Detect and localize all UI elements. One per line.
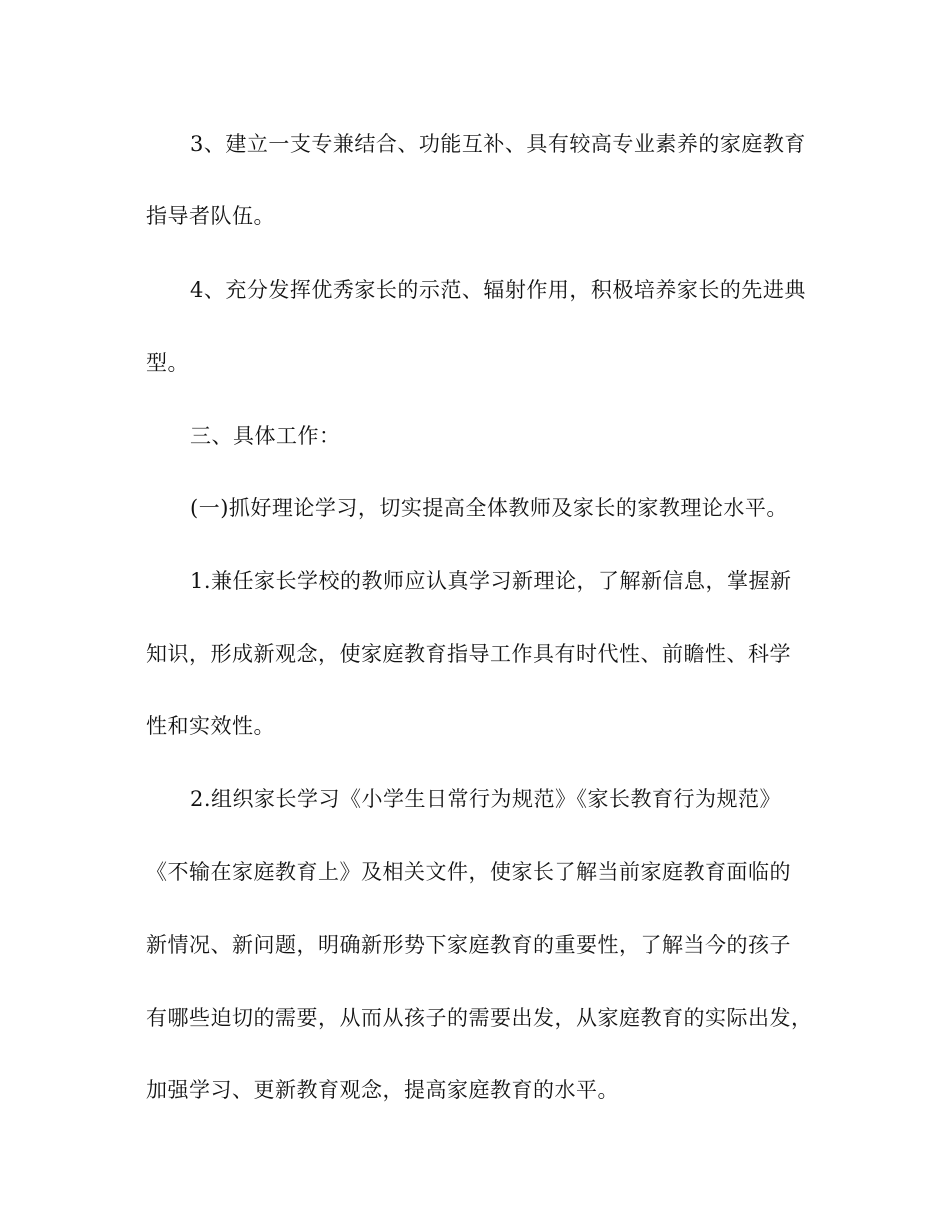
item-2-line-4: 有哪些迫切的需要，从而从孩子的需要出发，从家庭教育的实际出发， <box>146 1006 813 1030</box>
item-2-line-5: 加强学习、更新教育观念，提高家庭教育的水平。 <box>146 1078 619 1102</box>
item-1-line-2: 知识，形成新观念，使家庭教育指导工作具有时代性、前瞻性、科学 <box>146 642 791 666</box>
subsection-heading: (一)抓好理论学习，切实提高全体教师及家长的家教理论水平。 <box>190 496 788 520</box>
paragraph-4-line-1: 4、充分发挥优秀家长的示范、辐射作用，积极培养家长的先进典 <box>190 278 806 302</box>
item-1-line-3: 性和实效性。 <box>146 714 275 738</box>
paragraph-4-line-2: 型。 <box>146 351 189 375</box>
paragraph-3-line-2: 指导者队伍。 <box>146 204 275 228</box>
paragraph-3-line-1: 3、建立一支专兼结合、功能互补、具有较高专业素养的家庭教育 <box>190 132 806 156</box>
section-heading: 三、具体工作： <box>190 424 341 448</box>
item-2-line-1: 2.组织家长学习《小学生日常行为规范》《家长教育行为规范》 <box>190 787 782 811</box>
item-1-line-1: 1.兼任家长学校的教师应认真学习新理论，了解新信息，掌握新 <box>190 569 792 593</box>
item-2-line-2: 《不输在家庭教育上》及相关文件，使家长了解当前家庭教育面临的 <box>146 860 791 884</box>
item-2-line-3: 新情况、新问题，明确新形势下家庭教育的重要性，了解当今的孩子 <box>146 933 791 957</box>
